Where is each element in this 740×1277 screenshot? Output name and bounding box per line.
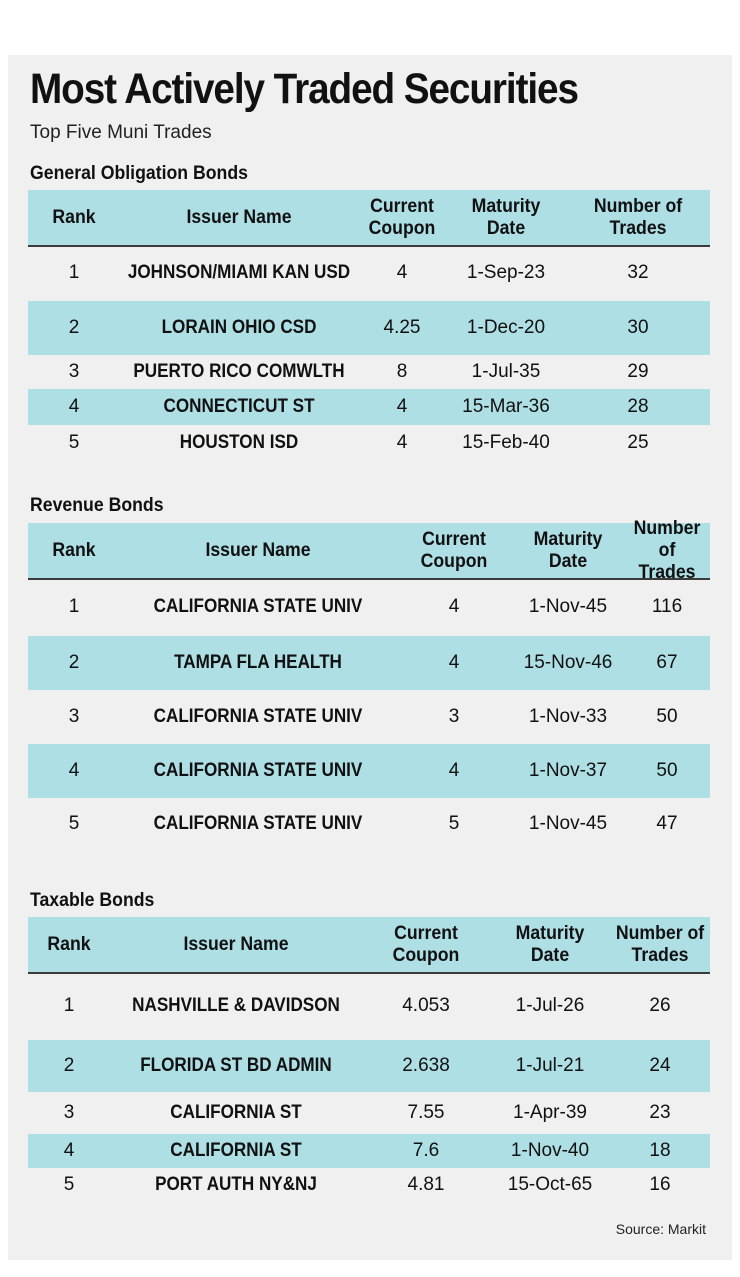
maturity-cell: 1-Jul-26 bbox=[515, 995, 585, 1016]
table-row bbox=[28, 690, 710, 744]
rank-cell: 2 bbox=[68, 317, 80, 338]
maturity-cell: 1-Nov-45 bbox=[528, 813, 608, 834]
column-header: Maturity Date bbox=[471, 195, 541, 239]
maturity-cell: 1-Jul-21 bbox=[515, 1055, 585, 1076]
issuer-cell: HOUSTON ISD bbox=[179, 432, 299, 453]
issuer-cell: JOHNSON/MIAMI KAN USD bbox=[127, 262, 351, 283]
maturity-cell: 15-Mar-36 bbox=[462, 396, 550, 417]
trades-cell: 24 bbox=[649, 1055, 671, 1076]
issuer-cell: PUERTO RICO COMWLTH bbox=[133, 361, 345, 382]
section-title: General Obligation Bonds bbox=[30, 163, 248, 184]
rank-cell: 1 bbox=[68, 596, 80, 617]
trades-cell: 25 bbox=[627, 432, 649, 453]
trades-cell: 23 bbox=[649, 1102, 671, 1123]
maturity-cell: 15-Feb-40 bbox=[462, 432, 550, 453]
issuer-cell: LORAIN OHIO CSD bbox=[161, 317, 317, 338]
trades-cell: 26 bbox=[649, 995, 671, 1016]
coupon-cell: 2.638 bbox=[402, 1055, 450, 1076]
rank-cell: 3 bbox=[68, 706, 80, 727]
maturity-cell: 1-Nov-40 bbox=[510, 1140, 590, 1161]
issuer-cell: FLORIDA ST BD ADMIN bbox=[140, 1055, 332, 1076]
trades-cell: 67 bbox=[656, 652, 678, 673]
page-subtitle: Top Five Muni Trades bbox=[30, 122, 212, 143]
table-row bbox=[28, 425, 710, 461]
table-row bbox=[28, 301, 710, 355]
rank-cell: 5 bbox=[68, 813, 80, 834]
table-row bbox=[28, 245, 710, 301]
issuer-cell: CALIFORNIA ST bbox=[170, 1102, 302, 1123]
rank-cell: 3 bbox=[68, 361, 80, 382]
coupon-cell: 4 bbox=[448, 652, 460, 673]
coupon-cell: 7.6 bbox=[412, 1140, 440, 1161]
column-header: Issuer Name bbox=[186, 206, 292, 228]
issuer-cell: NASHVILLE & DAVIDSON bbox=[132, 995, 340, 1016]
trades-cell: 50 bbox=[656, 706, 678, 727]
issuer-cell: TAMPA FLA HEALTH bbox=[174, 652, 342, 673]
issuer-cell: PORT AUTH NY&NJ bbox=[155, 1174, 317, 1195]
rank-cell: 4 bbox=[68, 760, 80, 781]
coupon-cell: 3 bbox=[448, 706, 460, 727]
column-header: Number of Trades bbox=[633, 517, 701, 583]
coupon-cell: 4.25 bbox=[383, 317, 421, 338]
maturity-cell: 1-Nov-37 bbox=[528, 760, 608, 781]
coupon-cell: 7.55 bbox=[407, 1102, 445, 1123]
maturity-cell: 15-Oct-65 bbox=[507, 1174, 593, 1195]
table-header bbox=[28, 190, 710, 247]
column-header: Number of Trades bbox=[615, 922, 705, 966]
trades-cell: 116 bbox=[651, 596, 683, 617]
column-header: Rank bbox=[47, 933, 91, 955]
maturity-cell: 1-Sep-23 bbox=[466, 262, 546, 283]
column-header: Current Coupon bbox=[392, 922, 460, 966]
coupon-cell: 4 bbox=[396, 432, 408, 453]
table-row bbox=[28, 972, 710, 1040]
trades-cell: 28 bbox=[627, 396, 649, 417]
table-row bbox=[28, 1134, 710, 1168]
table-row bbox=[28, 355, 710, 389]
column-header: Issuer Name bbox=[183, 933, 289, 955]
column-header: Maturity Date bbox=[515, 922, 585, 966]
table-row bbox=[28, 578, 710, 636]
issuer-cell: CALIFORNIA ST bbox=[170, 1140, 302, 1161]
table-row bbox=[28, 744, 710, 798]
column-header: Current Coupon bbox=[420, 528, 488, 572]
issuer-cell: CONNECTICUT ST bbox=[163, 396, 315, 417]
table-row bbox=[28, 1092, 710, 1134]
maturity-cell: 15-Nov-46 bbox=[523, 652, 613, 673]
rank-cell: 4 bbox=[63, 1140, 75, 1161]
column-header: Rank bbox=[52, 539, 96, 561]
table-row bbox=[28, 389, 710, 425]
trades-cell: 29 bbox=[627, 361, 649, 382]
issuer-cell: CALIFORNIA STATE UNIV bbox=[153, 813, 363, 834]
source-note: Source: Markit bbox=[615, 1221, 706, 1237]
coupon-cell: 4.81 bbox=[407, 1174, 445, 1195]
rank-cell: 2 bbox=[68, 652, 80, 673]
coupon-cell: 4.053 bbox=[402, 995, 450, 1016]
table-row bbox=[28, 798, 710, 850]
column-header: Number of Trades bbox=[593, 195, 683, 239]
column-header: Issuer Name bbox=[205, 539, 311, 561]
rank-cell: 5 bbox=[68, 432, 80, 453]
column-header: Rank bbox=[52, 206, 96, 228]
column-header: Current Coupon bbox=[368, 195, 436, 239]
table-header bbox=[28, 517, 710, 583]
rank-cell: 5 bbox=[63, 1174, 75, 1195]
table-row bbox=[28, 1040, 710, 1092]
rank-cell: 4 bbox=[68, 396, 80, 417]
rank-cell: 1 bbox=[68, 262, 80, 283]
coupon-cell: 4 bbox=[396, 262, 408, 283]
trades-cell: 47 bbox=[656, 813, 678, 834]
maturity-cell: 1-Nov-33 bbox=[528, 706, 608, 727]
issuer-cell: CALIFORNIA STATE UNIV bbox=[153, 596, 363, 617]
rank-cell: 2 bbox=[63, 1055, 75, 1076]
rank-cell: 3 bbox=[63, 1102, 75, 1123]
issuer-cell: CALIFORNIA STATE UNIV bbox=[153, 706, 363, 727]
table-row bbox=[28, 1168, 710, 1202]
trades-cell: 16 bbox=[649, 1174, 671, 1195]
infographic-panel bbox=[8, 55, 732, 1260]
rank-cell: 1 bbox=[63, 995, 75, 1016]
coupon-cell: 4 bbox=[448, 596, 460, 617]
table-header bbox=[28, 917, 710, 974]
issuer-cell: CALIFORNIA STATE UNIV bbox=[153, 760, 363, 781]
coupon-cell: 4 bbox=[448, 760, 460, 781]
section-title: Revenue Bonds bbox=[30, 495, 164, 516]
section-title: Taxable Bonds bbox=[30, 890, 155, 911]
maturity-cell: 1-Jul-35 bbox=[471, 361, 541, 382]
trades-cell: 18 bbox=[649, 1140, 671, 1161]
coupon-cell: 5 bbox=[448, 813, 460, 834]
trades-cell: 50 bbox=[656, 760, 678, 781]
column-header: Maturity Date bbox=[533, 528, 603, 572]
page-title: Most Actively Traded Securities bbox=[30, 65, 578, 113]
trades-cell: 32 bbox=[627, 262, 649, 283]
maturity-cell: 1-Nov-45 bbox=[528, 596, 608, 617]
maturity-cell: 1-Dec-20 bbox=[466, 317, 546, 338]
table-row bbox=[28, 636, 710, 690]
coupon-cell: 4 bbox=[396, 396, 408, 417]
trades-cell: 30 bbox=[627, 317, 649, 338]
maturity-cell: 1-Apr-39 bbox=[513, 1102, 587, 1123]
coupon-cell: 8 bbox=[396, 361, 408, 382]
